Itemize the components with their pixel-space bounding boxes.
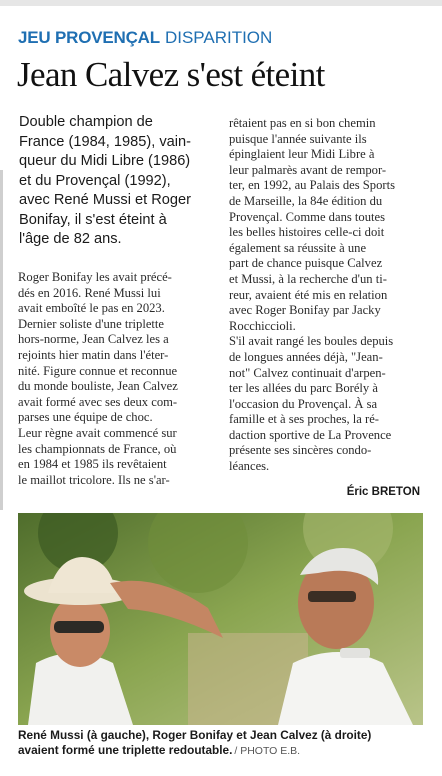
body-line: de Marseille, la 84e édition du: [229, 193, 383, 208]
body-line: not" Calvez continuait d'arpen-: [229, 365, 386, 380]
body-line: avait emboîté le pas en 2023.: [18, 301, 165, 316]
body-line: reur, avaient été mis en relation: [229, 287, 388, 302]
article-title: Jean Calvez s'est éteint: [17, 55, 325, 94]
body-line: rêtaient pas en si bon chemin: [229, 116, 376, 130]
caption-line-2: avaient formé une triplette redoutable. / PHOTO E.B.: [18, 743, 301, 757]
body-line: Rocchiccioli.: [229, 318, 296, 333]
lede-line: Double champion de: [19, 114, 153, 130]
author-signature: Éric BRETON: [346, 486, 420, 498]
kicker: [18, 28, 272, 48]
body-line: épinglaient leur Midi Libre à: [229, 147, 375, 162]
body-line: les belles histoires celle-ci doit: [229, 225, 385, 240]
body-line: Roger Bonifay les avait précé-: [18, 270, 172, 284]
lede-line: Bonifay, il s'est éteint à: [19, 211, 167, 228]
body-line: dés en 2016. René Mussi lui: [18, 285, 161, 300]
body-line: présente ses sincères condo-: [229, 443, 372, 458]
body-line: nité. Figure connue et reconnue: [18, 363, 178, 378]
lede-line: queur du Midi Libre (1986): [19, 153, 191, 169]
article-photo: [18, 513, 423, 725]
section-label: JEU PROVENÇAL: [18, 28, 160, 47]
left-margin-rule: [0, 170, 3, 510]
body-line: Dernier soliste d'une triplette: [18, 316, 165, 331]
lede-line: France (1984, 1985), vain-: [19, 133, 191, 150]
body-line: ter les allées du parc Borély à: [229, 381, 378, 396]
body-line: hors-norme, Jean Calvez les a: [18, 332, 169, 347]
body-line: avait formé avec ses deux com-: [18, 394, 178, 409]
body-line: le maillot tricolore. Ils ne s'ar-: [18, 472, 170, 487]
body-line: S'il avait rangé les boules depuis: [229, 334, 394, 349]
rubric-label: DISPARITION: [164, 28, 273, 47]
photo-credit: / PHOTO E.B.: [234, 745, 301, 757]
body-line: parses une équipe de choc.: [18, 410, 153, 425]
body-line: rejoints hier matin dans l'éter-: [18, 347, 169, 362]
body-line: du monde bouliste, Jean Calvez: [18, 379, 178, 394]
body-line: également sa réussite à une: [229, 240, 367, 255]
body-line: léances.: [229, 459, 270, 474]
lede-line: et du Provençal (1992),: [19, 172, 171, 189]
caption-line-1: René Mussi (à gauche), Roger Bonifay et Jean Calvez (à droite): [18, 728, 372, 742]
body-line: Provençal. Comme dans toutes: [229, 209, 385, 224]
photo-illustration: [18, 513, 423, 725]
lede-line: avec René Mussi et Roger: [19, 192, 191, 208]
body-line: l'occasion du Provençal. À sa: [229, 396, 378, 411]
photo-caption: [18, 728, 428, 759]
body-line: et Mussi, à la recherche d'un ti-: [229, 271, 387, 286]
body-column-1: [18, 270, 216, 488]
body-line: leur palmarès avant de rempor-: [229, 162, 387, 177]
body-line: de longues années déjà, "Jean-: [229, 349, 383, 364]
body-line: en 1984 et 1985 ils revêtaient: [18, 457, 167, 472]
body-line: ter, en 1992, au Palais des Sports: [229, 178, 395, 193]
lede: [19, 113, 215, 250]
lede-line: l'âge de 82 ans.: [19, 231, 122, 247]
body-line: daction sportive de La Provence: [229, 427, 392, 442]
body-line: les championnats de France, où: [18, 441, 177, 456]
body-line: part de chance puisque Calvez: [229, 256, 383, 271]
body-line: Leur règne avait commencé sur: [18, 425, 177, 440]
body-line: avec Roger Bonifay par Jacky: [229, 303, 381, 318]
body-line: famille et à ses proches, la ré-: [229, 412, 380, 427]
body-column-2: [229, 116, 425, 475]
top-rule: [0, 0, 442, 6]
body-line: puisque l'année suivante ils: [229, 131, 367, 146]
